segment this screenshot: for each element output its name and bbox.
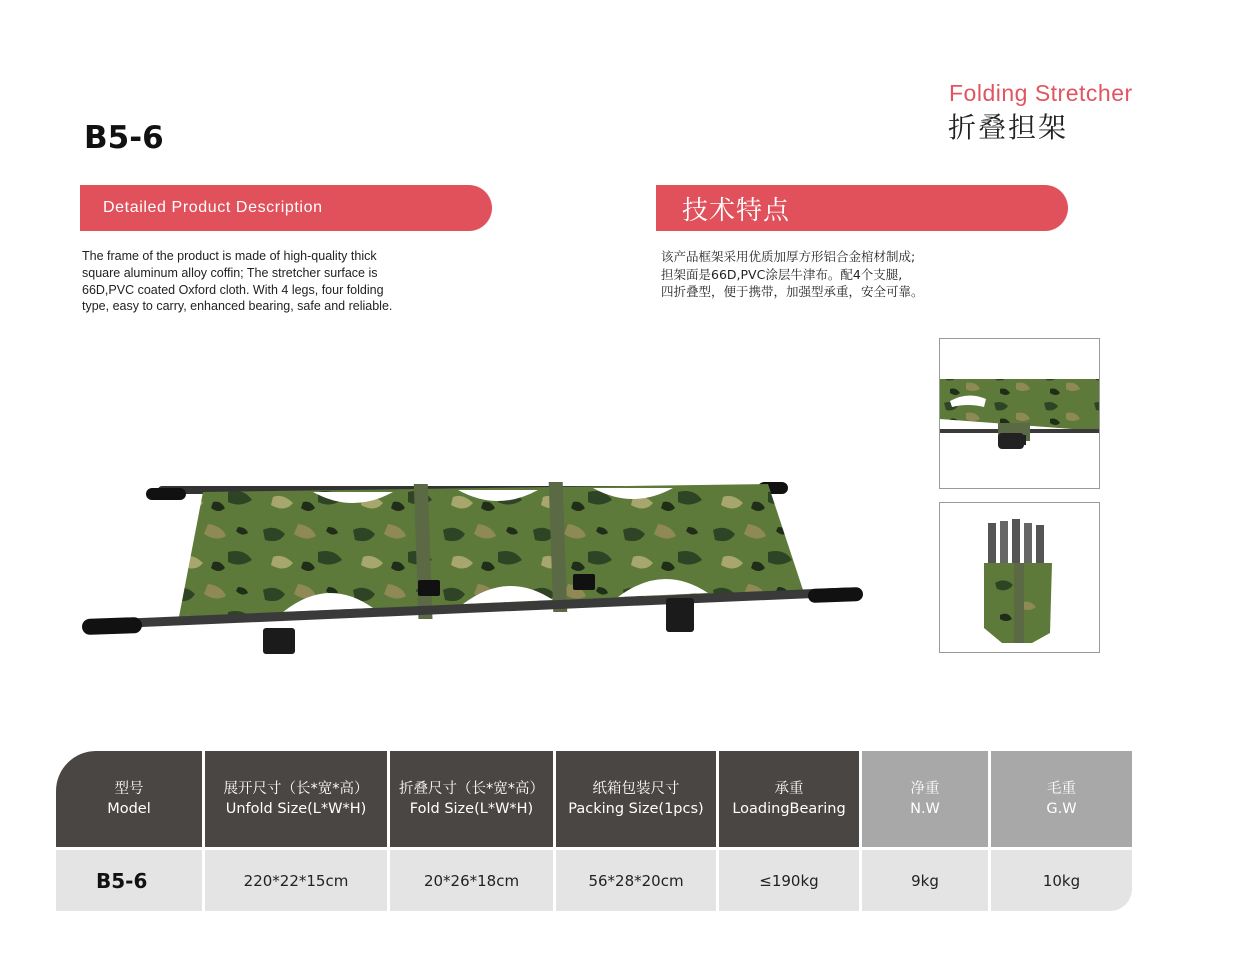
header-en: LoadingBearing — [732, 801, 846, 817]
header-zh: 型号 — [114, 781, 144, 797]
header-en: G.W — [1046, 801, 1077, 817]
header-zh: 展开尺寸（长*宽*高） — [223, 781, 369, 797]
cell-net-weight: 9kg — [862, 850, 988, 911]
thumbnail-side-view[interactable] — [939, 338, 1100, 489]
header-en: Model — [107, 801, 151, 817]
header-zh: 承重 — [774, 781, 804, 797]
header-en: N.W — [910, 801, 940, 817]
header-zh: 毛重 — [1047, 781, 1076, 797]
cell-fold-size: 20*26*18cm — [390, 850, 553, 911]
spec-table-header-row — [56, 751, 1132, 847]
description-line: 66D,PVC coated Oxford cloth. With 4 legs, four folding — [82, 282, 384, 297]
description-line: 四折叠型，便于携带，加强型承重，安全可靠。 — [661, 284, 924, 299]
description-banner-zh-label: 技术特点 — [682, 195, 791, 226]
spec-table — [56, 751, 1132, 911]
header-loading-bearing — [719, 751, 859, 847]
header-en: Unfold Size(L*W*H) — [225, 801, 367, 817]
header-unfold-size — [205, 751, 387, 847]
header-zh: 纸箱包装尺寸 — [592, 781, 680, 797]
header-zh: 净重 — [910, 781, 940, 797]
table-row — [56, 850, 1132, 911]
description-line: type, easy to carry, enhanced bearing, safe and reliable. — [82, 299, 393, 314]
description-text-zh — [661, 248, 971, 301]
header-en: Fold Size(L*W*H) — [409, 801, 534, 817]
description-text-en — [82, 248, 412, 315]
description-line: square aluminum alloy coffin; The stretcher surface is — [82, 265, 378, 280]
thumbnail-folded-view[interactable] — [939, 502, 1100, 653]
description-line: The frame of the product is made of high-quality thick — [82, 249, 377, 263]
brand-title-en: Folding Stretcher — [949, 80, 1133, 106]
cell-model: B5-6 — [56, 850, 202, 911]
cell-unfold-size: 220*22*15cm — [205, 850, 387, 911]
thumbnail-side-view-image — [940, 339, 1099, 488]
header-en: Packing Size(1pcs) — [568, 801, 704, 817]
cell-loading-bearing: ≤190kg — [719, 850, 859, 911]
thumbnail-folded-view-image — [940, 503, 1099, 652]
model-title: B5-6 — [84, 120, 164, 156]
description-banner-en-label: Detailed Product Description — [103, 199, 323, 216]
description-banner-zh — [656, 185, 1068, 231]
header-zh: 折叠尺寸（长*宽*高） — [399, 781, 544, 797]
header-net-weight — [862, 751, 988, 847]
cell-gross-weight: 10kg — [991, 850, 1132, 911]
header-packing-size — [556, 751, 716, 847]
header-fold-size — [390, 751, 553, 847]
description-banner-en — [80, 185, 492, 231]
stretcher-main-image — [78, 462, 868, 662]
header-gross-weight — [991, 751, 1132, 847]
description-line: 担架面是66D,PVC涂层牛津布。配4个支腿, — [661, 266, 903, 282]
header-model — [56, 751, 202, 847]
cell-packing-size: 56*28*20cm — [556, 850, 716, 911]
brand-title-zh: 折叠担架 — [948, 111, 1069, 144]
description-line: 该产品框架采用优质加厚方形铝合金棺材制成; — [661, 249, 916, 264]
